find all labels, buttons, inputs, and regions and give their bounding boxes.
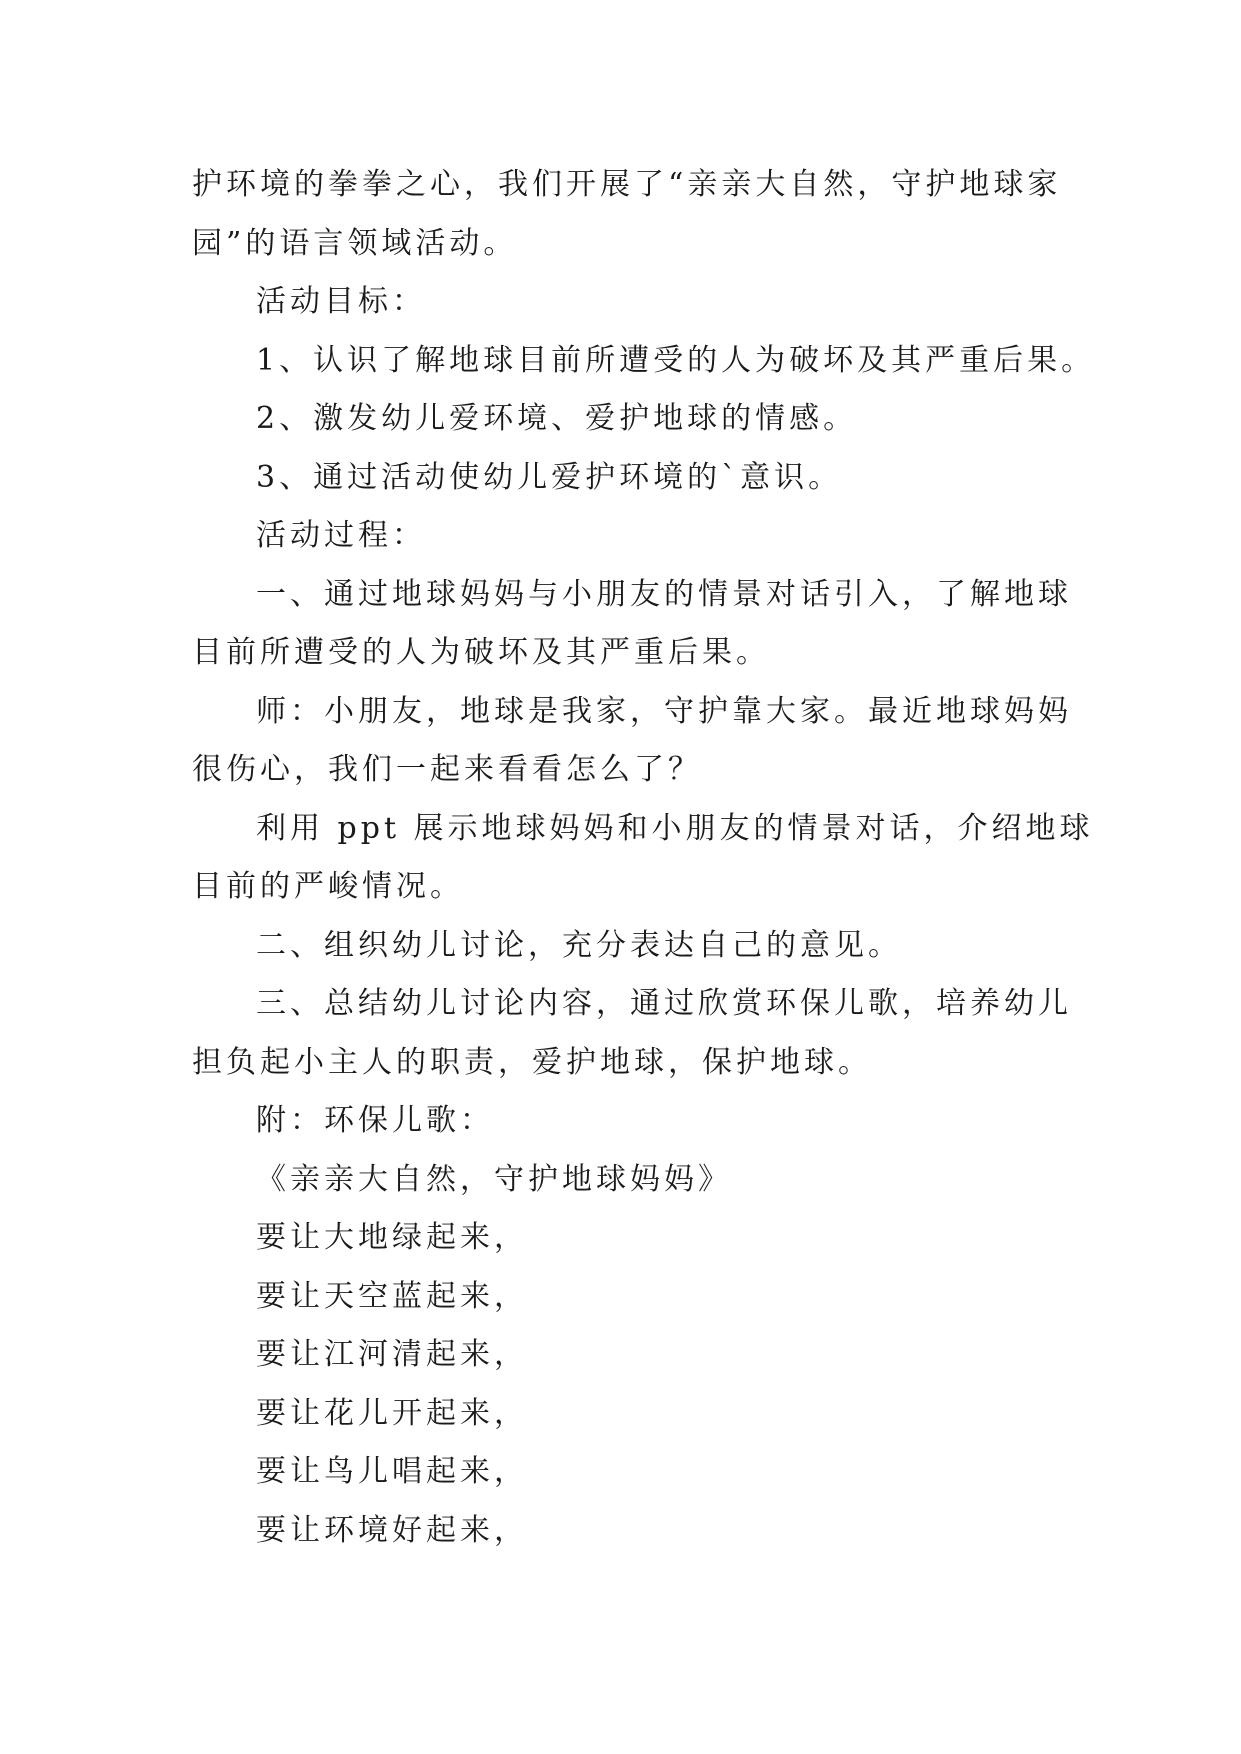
goal-item: 2、激发幼儿爱环境、爱护地球的情感。 [256,401,858,436]
text-line: 目前所遭受的人为破坏及其严重后果。 [192,635,770,670]
poem-line: 要让天空蓝起来， [256,1278,528,1314]
section-heading-process: 活动过程： [256,518,426,553]
poem-line: 要让大地绿起来， [256,1220,528,1255]
text-line: 利用 ppt 展示地球妈妈和小朋友的情景对话，介绍地球 [256,810,1094,846]
text-line: 二、组织幼儿讨论，充分表达自己的意见。 [256,927,902,963]
poem-line: 要让环境好起来， [256,1512,528,1548]
goal-item: 1、认识了解地球目前所遭受的人为破坏及其严重后果。 [256,342,1096,378]
poem-line: 要让花儿开起来， [256,1395,528,1431]
text-line: 担负起小主人的职责，爱护地球，保护地球。 [192,1044,872,1080]
appendix-heading: 附：环保儿歌： [256,1103,494,1138]
text-line: 园”的语言领域活动。 [192,225,518,261]
text-line: 三、总结幼儿讨论内容，通过欣赏环保儿歌，培养幼儿 [256,986,1072,1021]
text-line: 师：小朋友，地球是我家，守护靠大家。最近地球妈妈 [256,693,1072,729]
text-line: 一、通过地球妈妈与小朋友的情景对话引入，了解地球 [256,576,1072,612]
text-line: 护环境的拳拳之心，我们开展了“亲亲大自然，守护地球家 [192,167,1062,202]
poem-line: 要让鸟儿唱起来， [256,1454,528,1489]
text-line: 目前的严峻情况。 [192,869,464,904]
goal-item: 3、通过活动使幼儿爱护环境的`意识。 [256,459,843,495]
text-line: 很伤心，我们一起来看看怎么了？ [192,752,702,787]
poem-line: 要让江河清起来， [256,1337,528,1372]
poem-title: 《亲亲大自然，守护地球妈妈》 [256,1161,732,1197]
document-body [192,156,1096,1560]
section-heading-goals: 活动目标： [256,284,426,319]
